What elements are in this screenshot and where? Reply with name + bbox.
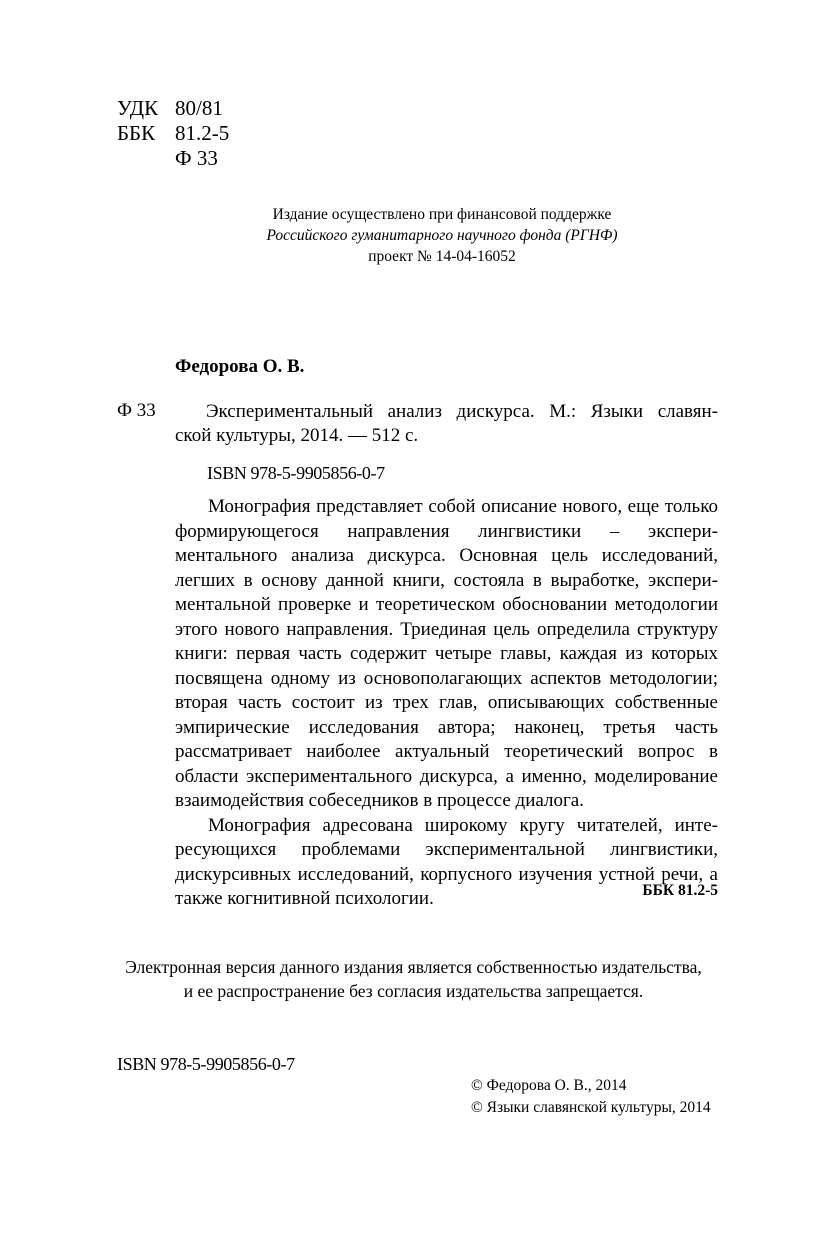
- rights-notice: [90, 955, 737, 1003]
- entry-mark: Ф 33: [117, 400, 156, 421]
- bbk-row: [117, 120, 229, 146]
- funding-notice: [240, 204, 644, 267]
- funding-line-1: Издание осуществлено при финансовой поддержке: [272, 206, 612, 223]
- author-mark-value: Ф 33: [175, 146, 218, 170]
- rights-line-2: и ее распространение без согласия издательства запрещается.: [183, 981, 644, 1001]
- entry-line-1: Экспериментальный анализ дискурса. М.: Языки славян-: [206, 401, 718, 422]
- udk-row: [117, 95, 223, 121]
- udk-label: УДК: [117, 96, 159, 120]
- udk-value: 80/81: [175, 96, 223, 120]
- bibliographic-entry: [175, 400, 718, 448]
- isbn-bottom: ISBN 978-5-9905856-0-7: [117, 1054, 295, 1074]
- author-name: Федорова О. В.: [175, 356, 305, 377]
- abstract-paragraph-2: Монография адресована широкому кругу читателей, интересующихся проблемами экспериментальной лингвистики, дискурсивных исследований, корпусного изучения устной речи, а также когнитивной психологии.: [175, 814, 718, 909]
- author-mark-row: [117, 145, 218, 171]
- entry-line-2: ской культуры, 2014. — 512 с.: [175, 425, 419, 446]
- bbk-label: ББК: [117, 121, 156, 145]
- copyright-author: © Федорова О. В., 2014: [471, 1077, 627, 1094]
- funding-line-2: Российского гуманитарного научного фонда (РГНФ): [266, 227, 618, 244]
- copyright-publisher: © Языки славянской культуры, 2014: [471, 1099, 711, 1116]
- bbk-label: ББК 81.2-5: [642, 882, 718, 899]
- rights-line-1: Электронная версия данного издания является собственностью издательства,: [125, 957, 702, 977]
- abstract-paragraph-1: Монография представляет собой описание нового, еще только формирующегося направления лингвистики – экспериментального анализа дискурса. Основная цель исследований, легших в основу данной книги, состояла в выработке, экспериментальной проверке и теоретическом обосновании методологии этого нового направления. Триединая цель определила структуру книги: первая часть содержит четыре главы, каждая из которых посвящена одному из основополагающих аспектов методологии; вторая часть состоит из трех глав, описывающих собственные эмпирические исследования автора; наконец, третья часть рассматривает наиболее актуальный теоретический вопрос в области экспериментального дискурса, а именно, моделирование взаимодействия собеседников в процессе диалога.: [175, 496, 718, 811]
- funding-line-3: проект № 14-04-16052: [368, 248, 516, 265]
- abstract: [175, 495, 718, 912]
- bbk-value: 81.2-5: [175, 121, 230, 145]
- isbn-top: ISBN 978-5-9905856-0-7: [207, 463, 385, 483]
- copyright-block: [471, 1075, 711, 1119]
